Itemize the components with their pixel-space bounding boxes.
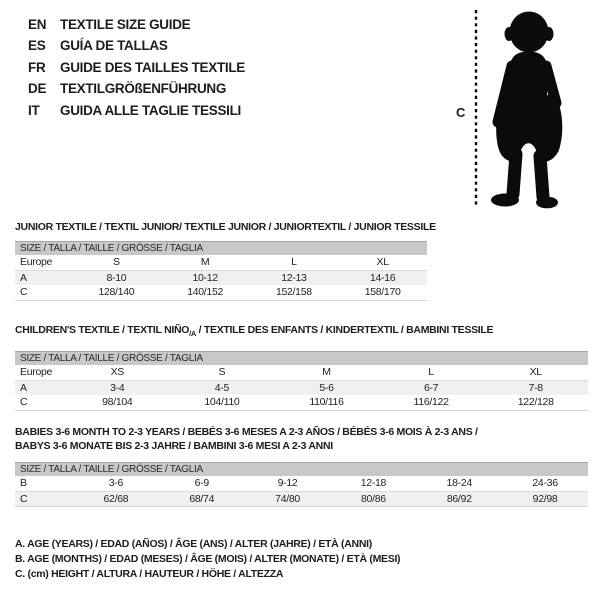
baby-silhouette-shape bbox=[491, 12, 562, 209]
size-value-cell: 74/80 bbox=[275, 492, 300, 505]
footnote-height: C. (cm) HEIGHT / ALTURA / HAUTEUR / HÖHE / ALTEZZA bbox=[15, 568, 284, 580]
footnote-age-years: A. AGE (YEARS) / EDAD (AÑOS) / ÂGE (ANS) / ALTER (JAHRE) / ETÀ (ANNI) bbox=[15, 538, 372, 550]
size-value-cell: 10-12 bbox=[192, 271, 218, 284]
size-value-cell: 4-5 bbox=[214, 381, 230, 394]
size-value-cell: 128/140 bbox=[98, 286, 135, 299]
size-value-cell: 116/122 bbox=[413, 396, 449, 409]
section-title bbox=[15, 220, 436, 234]
size-value-cell: 5-6 bbox=[319, 381, 334, 394]
size-value-cell: M bbox=[161, 255, 250, 270]
size-table bbox=[15, 476, 588, 507]
size-value-cell: 8-10 bbox=[106, 271, 127, 284]
height-measure-label: C bbox=[456, 105, 466, 120]
size-table bbox=[15, 255, 427, 301]
language-row bbox=[28, 14, 245, 35]
row-label-cell: A bbox=[20, 381, 27, 394]
footnote-age-months: B. AGE (MONTHS) / EDAD (MESES) / ÂGE (MOIS) / ALTER (MONATE) / ETÀ (MESI) bbox=[15, 553, 401, 565]
size-value-cell: L bbox=[250, 255, 339, 270]
section-title-line: CHILDREN'S TEXTILE / TEXTIL $NIÑO_{/A}$ / TEXTILE DES ENFANTS / KINDERTEXTIL / BAMBINI TESSILE bbox=[15, 324, 494, 339]
language-code: ES bbox=[28, 38, 46, 54]
size-value-cell: 158/170 bbox=[364, 286, 401, 299]
row-label-cell: Europe bbox=[15, 365, 65, 380]
table-row bbox=[15, 270, 427, 285]
language-title: GUÍA DE TALLAS bbox=[60, 38, 168, 54]
size-value-cell: L bbox=[379, 365, 484, 380]
size-value-cell: 86/92 bbox=[446, 492, 472, 505]
size-value-cell: 68/74 bbox=[189, 492, 215, 505]
size-value-cell: 12-18 bbox=[330, 476, 416, 491]
size-value-cell: S bbox=[72, 255, 161, 270]
table-row bbox=[15, 255, 427, 270]
baby-silhouette bbox=[468, 4, 592, 212]
size-value-cell: 3-4 bbox=[110, 381, 125, 394]
language-code: IT bbox=[28, 102, 40, 118]
language-row bbox=[28, 100, 245, 121]
table-row bbox=[15, 285, 427, 300]
language-code: FR bbox=[28, 59, 46, 75]
size-value-cell: XL bbox=[338, 255, 427, 270]
section-title-line: JUNIOR TEXTILE / TEXTIL JUNIOR/ TEXTILE JUNIOR / JUNIORTEXTIL / JUNIOR TESSILE bbox=[15, 221, 436, 233]
row-label-cell: C bbox=[20, 286, 28, 299]
language-code: EN bbox=[28, 17, 47, 32]
size-value-cell: 62/68 bbox=[103, 492, 129, 505]
size-value-cell: 12-13 bbox=[281, 271, 307, 284]
size-value-cell: 80/86 bbox=[361, 492, 386, 505]
size-header-bar bbox=[15, 351, 588, 365]
size-header-bar-label: SIZE / TALLA / TAILLE / GRÖSSE / TAGLIA bbox=[20, 353, 203, 365]
size-value-cell: M bbox=[274, 365, 379, 380]
language-title: TEXTILGRÖßENFÜHRUNG bbox=[60, 81, 227, 97]
size-value-cell: 104/110 bbox=[204, 396, 240, 409]
section-title-line: BABYS 3-6 MONATE BIS 2-3 JAHRE / BAMBINI 3-6 MESI A 2-3 ANNI bbox=[15, 440, 333, 452]
table-row bbox=[15, 380, 588, 395]
section-title bbox=[15, 323, 588, 341]
row-label-cell: B bbox=[15, 476, 73, 491]
size-value-cell: XS bbox=[65, 365, 170, 380]
section-title bbox=[15, 425, 588, 453]
row-label-cell: C bbox=[20, 492, 28, 505]
table-row bbox=[15, 395, 588, 410]
size-value-cell: XL bbox=[483, 365, 588, 380]
language-title: GUIDA ALLE TAGLIE TESSILI bbox=[60, 102, 241, 118]
language-row bbox=[28, 78, 245, 99]
section-title-line: BABIES 3-6 MONTH TO 2-3 YEARS / BEBÉS 3-6 MESES A 2-3 AÑOS / BÉBÉS 3-6 MOIS À 2-3 ANS / bbox=[15, 426, 478, 438]
size-value-cell: 9-12 bbox=[245, 476, 331, 491]
size-value-cell: 6-7 bbox=[423, 381, 439, 394]
size-header-bar bbox=[15, 241, 427, 255]
legend-footnotes bbox=[15, 537, 400, 582]
language-row bbox=[28, 35, 245, 56]
size-value-cell: 18-24 bbox=[416, 476, 502, 491]
size-table bbox=[15, 365, 588, 411]
language-title: TEXTILE SIZE GUIDE bbox=[60, 17, 191, 32]
table-row bbox=[15, 491, 588, 506]
row-label-cell: Europe bbox=[15, 255, 72, 270]
size-value-cell: 24-36 bbox=[502, 476, 588, 491]
size-value-cell: 92/98 bbox=[532, 492, 558, 505]
table-row bbox=[15, 365, 588, 380]
size-table-section-children bbox=[15, 323, 588, 411]
row-label-cell: A bbox=[20, 271, 27, 284]
size-value-cell: 122/128 bbox=[517, 396, 554, 409]
language-row bbox=[28, 57, 245, 78]
row-label-cell: C bbox=[20, 396, 28, 409]
size-value-cell: 14-16 bbox=[369, 271, 396, 284]
size-table-section-babies bbox=[15, 425, 588, 507]
size-value-cell: 152/158 bbox=[275, 286, 312, 299]
size-header-bar bbox=[15, 462, 588, 476]
size-value-cell: 110/116 bbox=[309, 396, 344, 409]
language-header bbox=[28, 14, 245, 121]
language-code: DE bbox=[28, 81, 47, 97]
size-value-cell: S bbox=[170, 365, 275, 380]
size-value-cell: 140/152 bbox=[187, 286, 224, 299]
size-value-cell: 7-8 bbox=[528, 381, 543, 394]
table-row bbox=[15, 476, 588, 491]
language-title: GUIDE DES TAILLES TEXTILE bbox=[60, 59, 246, 75]
size-value-cell: 98/104 bbox=[102, 396, 133, 409]
size-table-section-junior bbox=[15, 220, 436, 301]
size-header-bar-label: SIZE / TALLA / TAILLE / GRÖSSE / TAGLIA bbox=[20, 243, 203, 254]
size-value-cell: 6-9 bbox=[159, 476, 245, 491]
size-value-cell: 3-6 bbox=[73, 476, 159, 491]
size-header-bar-label: SIZE / TALLA / TAILLE / GRÖSSE / TAGLIA bbox=[20, 464, 203, 475]
